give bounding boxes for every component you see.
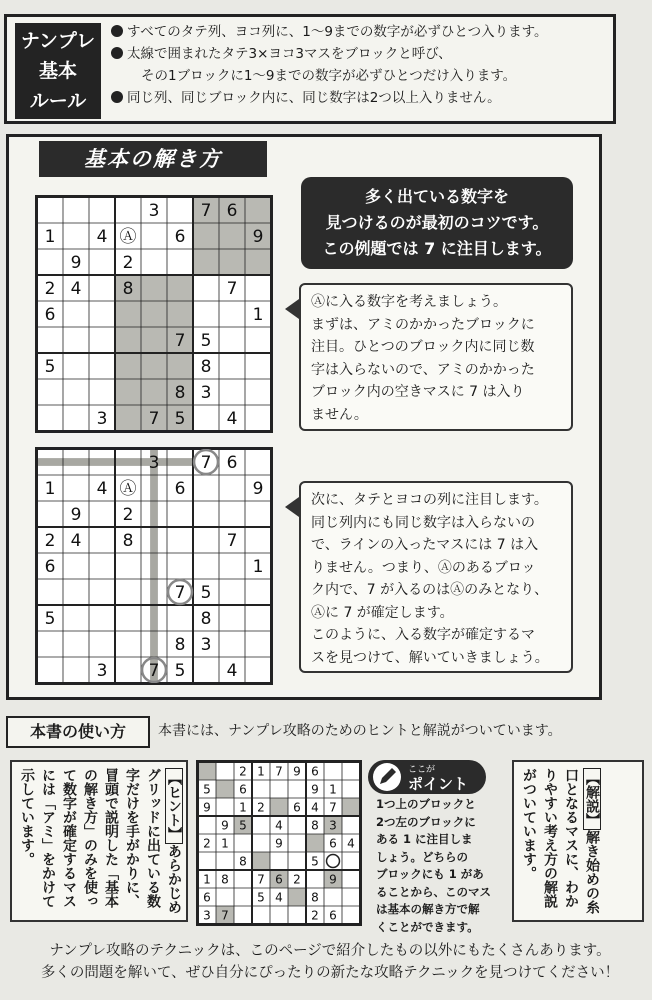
grid-digit: 9 [203, 800, 211, 815]
grid-digit: 6 [226, 201, 238, 222]
kaisetsu-explanation: 【解説】解き始めの糸口となるマスに、わかりやすい考え方の解説がついています。 [521, 768, 600, 914]
grid-digit: 6 [329, 836, 337, 851]
grid-digit: 7 [174, 331, 186, 352]
grid-digit: 5 [311, 854, 319, 869]
grid-digit: 2 [203, 836, 211, 851]
grid-digit: Ⓐ [119, 227, 137, 248]
section-title: 基本の解き方 [39, 141, 267, 177]
grid-digit: 4 [347, 836, 355, 851]
usage-title: 本書の使い方 [6, 716, 150, 748]
grid-digit: 6 [293, 800, 301, 815]
hint-explanation: 【ヒント】あらかじめグリッドに出ている数字だけを手がかりに、冒頭で説明した「基本の解き方」のみを使って数字が確定するマスには「アミ」をかけて示しています。 [19, 768, 182, 914]
grid-digit: 6 [174, 479, 186, 500]
rule-item: すべてのタテ列、ヨコ列に、1〜9までの数字が必ずひとつ入ります。 [111, 21, 611, 43]
grid-digit: 2 [122, 505, 134, 526]
rule-item: 太線で囲まれたタテ3×ヨコ3マスをブロックと呼び、 [111, 43, 611, 65]
grid-digit: 1 [252, 305, 264, 326]
grid-digit: 5 [239, 818, 247, 833]
grid-digit: 2 [311, 908, 319, 923]
grid-digit: 6 [329, 908, 337, 923]
grid-digit: 1 [44, 227, 56, 248]
callout-2: 次に、タテとヨコの列に注目します。 同じ列内にも同じ数字は入らないの で、ラインの入ったマスには 7 は入 りません。つまり、Ⓐのあるブロッ ク内で、7 が入るのはⒶのみとなり、 Ⓐに 7 が確定します。 このように、入る数字が確定するマ スを見つけて、解いていきましょう。 [299, 481, 573, 673]
basic-rules-box [4, 14, 616, 124]
grid-digit: 7 [226, 279, 238, 300]
grid-digit: 5 [174, 409, 186, 430]
grid-digit: 8 [174, 635, 186, 656]
grid-digit: 3 [203, 908, 211, 923]
grid-digit: 7 [200, 453, 212, 474]
grid-digit: 3 [329, 818, 337, 833]
sudoku-grid [198, 762, 360, 924]
grid-digit: 8 [122, 531, 134, 552]
callout-1: Ⓐに入る数字を考えましょう。 まずは、アミのかかったブロックに 注目。ひとつのブロック内に同じ数 字は入らないので、アミのかかった ブロック内の空きマスに 7 は入り ません。 [299, 283, 573, 431]
grid-digit: 2 [44, 279, 56, 300]
grid-digit: 6 [239, 782, 247, 797]
grid-digit: 1 [239, 800, 247, 815]
usage-description: 本書には、ナンプレ攻略のためのヒントと解説がついています。 [158, 723, 562, 739]
grid-digit: 8 [311, 890, 319, 905]
grid-digit: 5 [200, 583, 212, 604]
grid-digit: 4 [226, 661, 238, 682]
grid-digit: 4 [311, 800, 319, 815]
grid-digit: 9 [275, 836, 283, 851]
hint-explanation-box [10, 760, 188, 922]
grid-digit: 5 [44, 357, 56, 378]
grid-digit: 7 [200, 201, 212, 222]
grid-digit: 8 [174, 383, 186, 404]
bullet-icon [111, 25, 123, 37]
point-label: ポイント [408, 775, 469, 793]
grid-digit: 2 [44, 531, 56, 552]
grid-digit: 7 [221, 908, 229, 923]
grid-digit: 5 [203, 782, 211, 797]
grid-digit: 4 [275, 890, 283, 905]
grid-digit: 3 [148, 201, 160, 222]
grid-digit: 3 [200, 383, 212, 404]
example-board-2 [35, 447, 273, 685]
grid-digit: 3 [200, 635, 212, 656]
grid-digit: 7 [226, 531, 238, 552]
grid-digit: 2 [239, 764, 247, 779]
grid-digit: 1 [203, 872, 211, 887]
grid-digit: 9 [70, 505, 82, 526]
example-board-1 [35, 195, 273, 433]
rules-title-line-3: ルール [29, 90, 87, 112]
sudoku-grid [37, 197, 271, 431]
grid-digit: 7 [174, 583, 186, 604]
grid-digit: 4 [96, 227, 108, 248]
grid-digit: 7 [275, 764, 283, 779]
grid-digit: 1 [44, 479, 56, 500]
grid-digit: 5 [44, 609, 56, 630]
grid-digit: 4 [70, 531, 82, 552]
grid-digit: 6 [174, 227, 186, 248]
grid-digit: 7 [148, 409, 160, 430]
grid-digit: 1 [252, 557, 264, 578]
grid-digit: 3 [96, 661, 108, 682]
grid-digit: 8 [311, 818, 319, 833]
rules-title-line-2: 基本 [38, 60, 77, 82]
bullet-icon [111, 47, 123, 59]
grid-digit: 6 [311, 764, 319, 779]
grid-digit: 5 [200, 331, 212, 352]
grid-digit: 2 [122, 253, 134, 274]
grid-digit: 9 [70, 253, 82, 274]
pencil-icon [370, 760, 404, 794]
grid-digit: 8 [122, 279, 134, 300]
grid-digit: 7 [257, 872, 265, 887]
grid-digit: 6 [44, 557, 56, 578]
grid-digit: 9 [252, 227, 264, 248]
grid-digit: 4 [96, 479, 108, 500]
point-description: 1つ上のブロックと 2つ左のブロックに ある 1 に注目しま しょう。どちらの ブロックにも 1 があ ることから、このマス は基本の解き方で解 くことができます。 [376, 797, 491, 934]
callout-1-tail [285, 299, 299, 319]
grid-digit: 5 [174, 661, 186, 682]
grid-digit: 6 [44, 305, 56, 326]
grid-digit: 6 [203, 890, 211, 905]
sudoku-grid [37, 449, 271, 683]
grid-digit: 4 [70, 279, 82, 300]
grid-digit: 9 [221, 818, 229, 833]
solving-method-section [6, 134, 602, 700]
grid-digit: 1 [221, 836, 229, 851]
sample-puzzle-board [196, 760, 362, 926]
grid-digit: 6 [275, 872, 283, 887]
grid-digit: 5 [257, 890, 265, 905]
grid-digit: 9 [252, 479, 264, 500]
grid-digit: 7 [148, 661, 160, 682]
grid-digit: 4 [226, 409, 238, 430]
kaisetsu-explanation-box [512, 760, 644, 922]
grid-digit: 9 [311, 782, 319, 797]
target-cell-marker [327, 855, 340, 868]
grid-digit: 1 [329, 782, 337, 797]
grid-digit: 9 [293, 764, 301, 779]
grid-digit: 1 [257, 764, 265, 779]
grid-digit: 8 [200, 357, 212, 378]
grid-digit: 8 [239, 854, 247, 869]
grid-digit: 2 [257, 800, 265, 815]
point-small-label: ここが [408, 765, 436, 775]
rules-title [15, 23, 101, 119]
grid-digit: 8 [221, 872, 229, 887]
grid-digit: 8 [200, 609, 212, 630]
callout-2-tail [285, 497, 299, 517]
point-badge [368, 760, 486, 794]
rule-item-continued: その1ブロックに1〜9までの数字が必ずひとつだけ入ります。 [141, 68, 517, 84]
grid-digit: 2 [293, 872, 301, 887]
grid-digit: 4 [275, 818, 283, 833]
grid-digit: Ⓐ [119, 479, 137, 500]
rules-list [111, 21, 611, 109]
footer-text: ナンプレ攻略のテクニックは、このページで紹介したもの以外にもたくさんあります。 多くの問題を解いて、ぜひ自分にぴったりの新たな攻略テクニックを見つけてください！ [40, 943, 620, 981]
grid-digit: 7 [329, 800, 337, 815]
bullet-icon [111, 91, 123, 103]
grid-digit: 6 [226, 453, 238, 474]
tip-box: 多く出ている数字を 見つけるのが最初のコツです。 この例題では 7 に注目します。 [301, 177, 573, 269]
rule-item: 同じ列、同じブロック内に、同じ数字は2つ以上入りません。 [111, 87, 611, 109]
grid-digit: 3 [96, 409, 108, 430]
grid-digit: 3 [148, 453, 160, 474]
grid-digit: 9 [329, 872, 337, 887]
rules-title-line-1: ナンプレ [20, 30, 96, 52]
